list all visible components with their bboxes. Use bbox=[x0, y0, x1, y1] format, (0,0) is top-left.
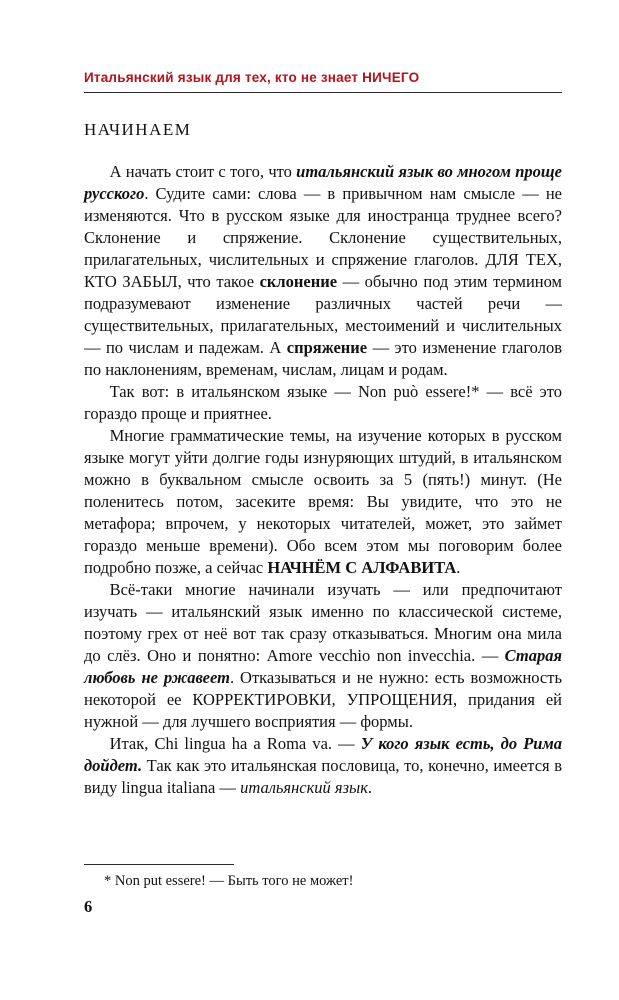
footnote-rule bbox=[84, 864, 234, 865]
text-run: склонение bbox=[259, 272, 338, 291]
page-number: 6 bbox=[84, 897, 93, 916]
paragraph bbox=[84, 381, 562, 425]
text-run: . bbox=[367, 778, 373, 797]
text-run: итальянский язык bbox=[240, 778, 368, 797]
text-run: Старая любовь не ржавеет bbox=[84, 646, 562, 687]
paragraph bbox=[84, 161, 562, 381]
paragraph bbox=[84, 425, 562, 579]
text-run: . bbox=[456, 558, 461, 577]
text-run: спряжение bbox=[286, 338, 368, 357]
text-run: Так вот: в итальянском языке — Non può essere!* — всё это гораздо проще и приятнее. bbox=[84, 382, 562, 423]
text-run: — это изменение глаголов по наклонениям, временам, числам, лицам и родам. bbox=[84, 338, 562, 379]
footnote-text: * Non put essere! — Быть того не может! bbox=[104, 873, 354, 889]
text-run: А начать стоит с того, что bbox=[109, 162, 297, 181]
footnote-block bbox=[84, 864, 562, 890]
text-run: Так как это итальянская пословица, то, конечно, имеется в виду lingua italiana — bbox=[84, 756, 562, 797]
chapter-title: НАЧИНАЕМ bbox=[84, 120, 192, 139]
paragraph bbox=[84, 579, 562, 733]
text-run: У кого язык есть, до Рима дойдет. bbox=[84, 734, 562, 775]
body-text bbox=[84, 161, 562, 799]
text-run: Всё-таки многие начинали изучать — или предпочитают изучать — итальянский язык именно по классической системе, поэтому грех от неё вот так сразу отказываться. Многим она мила до слёз. Оно и понятно: Amore vecchio non invecchia. — bbox=[84, 580, 562, 665]
text-run: . Судите сами: слова — в привычном нам смысле — не изменяются. Что в русском языке для иностранца труднее всего? Склонение и спряжение. Склонение существительных, прилагательных, числительных и спряжение глаголов. ДЛЯ ТЕХ, КТО ЗАБЫЛ, что такое bbox=[84, 184, 562, 291]
text-run: Итак, Chi lingua ha a Roma va. — bbox=[109, 734, 361, 753]
text-run: . Отказываться и не нужно: есть возможность некоторой ее КОРРЕКТИРОВКИ, УПРОЩЕНИЯ, придания ей нужной — для лучшего восприятия — формы. bbox=[84, 668, 562, 731]
text-run: — обычно под этим термином подразумевают изменение различных частей речи — существительных, прилагательных, местоимений и числительных — по числам и падежам. А bbox=[84, 272, 562, 357]
text-run: итальянский язык во многом проще русского bbox=[84, 162, 562, 203]
text-run: Многие грамматические темы, на изучение которых в русском языке могут уйти долгие годы изнуряющих штудий, в итальянском можно в буквальном смысле освоить за 5 (пять!) минут. (Не поленитесь потом, засеките время: Вы увидите, что это не метафора; впрочем, у некоторых читателей, может, это займет гораздо меньше времени). Обо всем этом мы поговорим более подробно позже, а сейчас bbox=[84, 426, 562, 577]
paragraph bbox=[84, 733, 562, 799]
text-run: НАЧНЁМ С АЛФАВИТА bbox=[267, 558, 457, 577]
running-header: Итальянский язык для тех, кто не знает НИЧЕГО bbox=[84, 70, 562, 93]
